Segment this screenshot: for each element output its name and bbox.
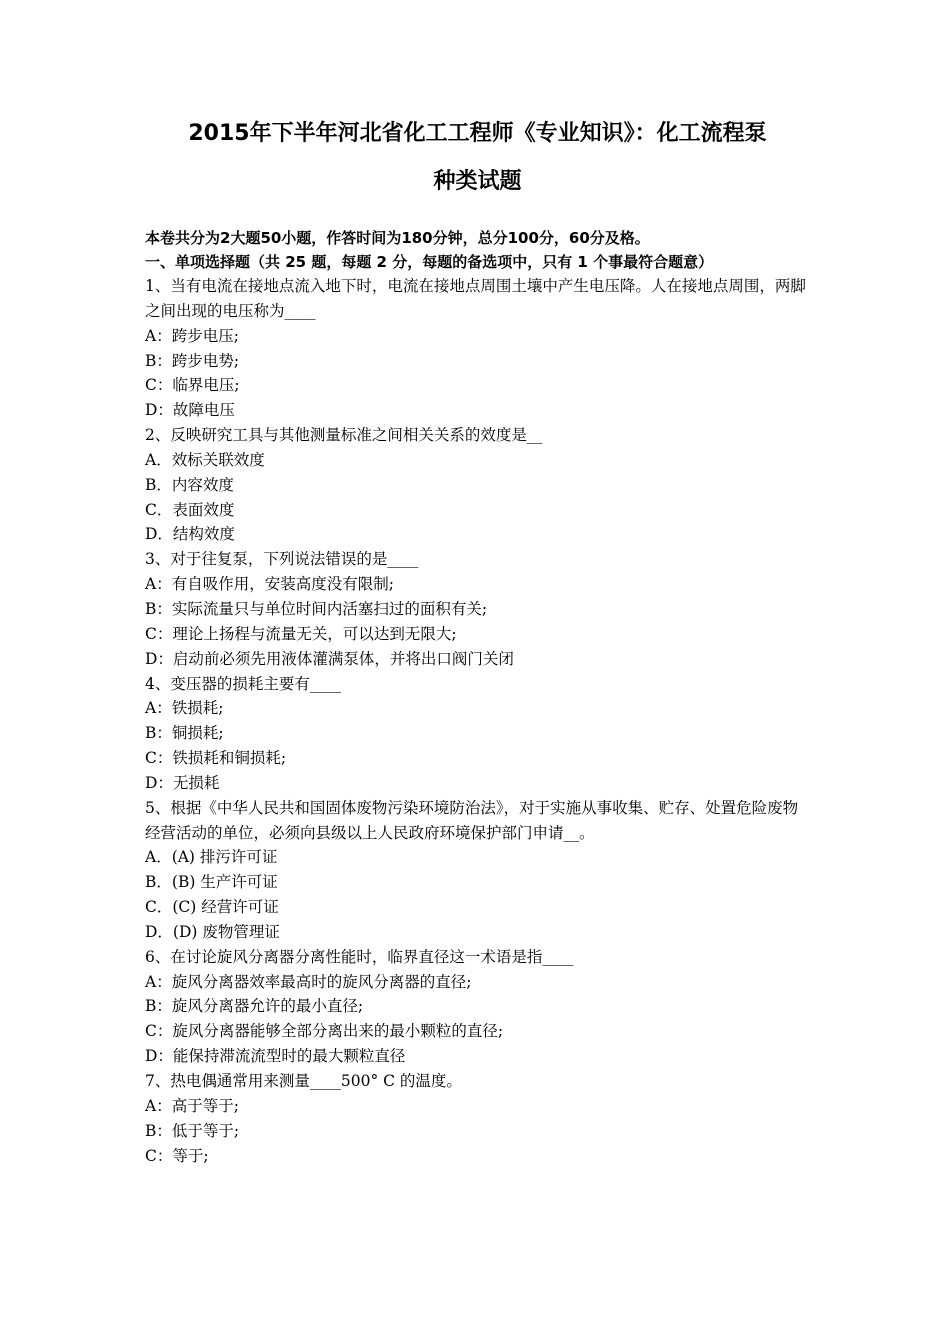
answer-option: A．效标关联效度: [145, 450, 265, 469]
answer-option: D：故障电压: [145, 401, 235, 420]
title-line-2: 种类试题: [433, 169, 522, 194]
question-text: 2、反映研究工具与其他测量标准之间相关关系的效度是__: [145, 426, 543, 445]
document-page: [145, 110, 810, 1168]
question-block: [145, 945, 810, 1069]
answer-option: B．内容效度: [145, 475, 234, 494]
answer-option: A：高于等于;: [145, 1096, 239, 1115]
question-text: 6、在讨论旋风分离器分离性能时，临界直径这一术语是指____: [145, 947, 574, 966]
answer-option: B：实际流量只与单位时间内活塞扫过的面积有关;: [145, 599, 488, 618]
answer-option: B：跨步电势;: [145, 351, 240, 370]
question-block: [145, 423, 810, 547]
answer-option: D：无损耗: [145, 773, 220, 792]
answer-option: D：能保持滞流流型时的最大颗粒直径: [145, 1047, 406, 1066]
question-block: [145, 672, 810, 796]
answer-option: A：跨步电压;: [145, 326, 239, 345]
answer-option: C：理论上扬程与流量无关，可以达到无限大;: [145, 624, 457, 643]
answer-option: B：铜损耗;: [145, 724, 224, 743]
answer-option: D：启动前必须先用液体灌满泵体，并将出口阀门关闭: [145, 649, 514, 668]
answer-option: C：旋风分离器能够全部分离出来的最小颗粒的直径;: [145, 1022, 504, 1041]
answer-option: C：铁损耗和铜损耗;: [145, 749, 287, 768]
question-block: [145, 796, 810, 945]
answer-option: C：等于;: [145, 1146, 209, 1165]
answer-option: B．(B) 生产许可证: [145, 873, 278, 892]
question-block: [145, 547, 810, 671]
answer-option: A．(A) 排污许可证: [145, 848, 278, 867]
answer-option: A：旋风分离器效率最高时的旋风分离器的直径;: [145, 972, 472, 991]
question-list: [145, 274, 810, 1168]
section-heading: 一、单项选择题（共 25 题，每题 2 分，每题的备选项中，只有 1 个事最符合题意）: [145, 253, 714, 271]
answer-option: C．(C) 经营许可证: [145, 898, 279, 917]
document-title: [145, 110, 810, 206]
exam-instructions: 本卷共分为2大题50小题，作答时间为180分钟，总分100分，60分及格。: [145, 229, 650, 247]
answer-option: C．表面效度: [145, 500, 235, 519]
question-text: 1、当有电流在接地点流入地下时，电流在接地点周围土壤中产生电压降。人在接地点周围，两脚之间出现的电压称为____: [145, 277, 806, 320]
question-text: 3、对于往复泵，下列说法错误的是____: [145, 550, 419, 569]
answer-option: B：低于等于;: [145, 1121, 240, 1140]
question-block: [145, 1069, 810, 1168]
answer-option: D．(D) 废物管理证: [145, 922, 280, 941]
answer-option: D．结构效度: [145, 525, 235, 544]
question-text: 7、热电偶通常用来测量____500° C 的温度。: [145, 1072, 462, 1090]
answer-option: C：临界电压;: [145, 376, 240, 395]
answer-option: A：有自吸作用，安装高度没有限制;: [145, 575, 394, 594]
question-text: 4、变压器的损耗主要有____: [145, 674, 341, 693]
question-block: [145, 274, 810, 423]
title-line-1: 2015年下半年河北省化工工程师《专业知识》：化工流程泵: [188, 121, 767, 146]
question-text: 5、根据《中华人民共和国固体废物污染环境防治法》，对于实施从事收集、贮存、处置危险废物经营活动的单位，必须向县级以上人民政府环境保护部门申请__。: [145, 798, 799, 842]
answer-option: B：旋风分离器允许的最小直径;: [145, 997, 364, 1016]
answer-option: A：铁损耗;: [145, 699, 224, 718]
